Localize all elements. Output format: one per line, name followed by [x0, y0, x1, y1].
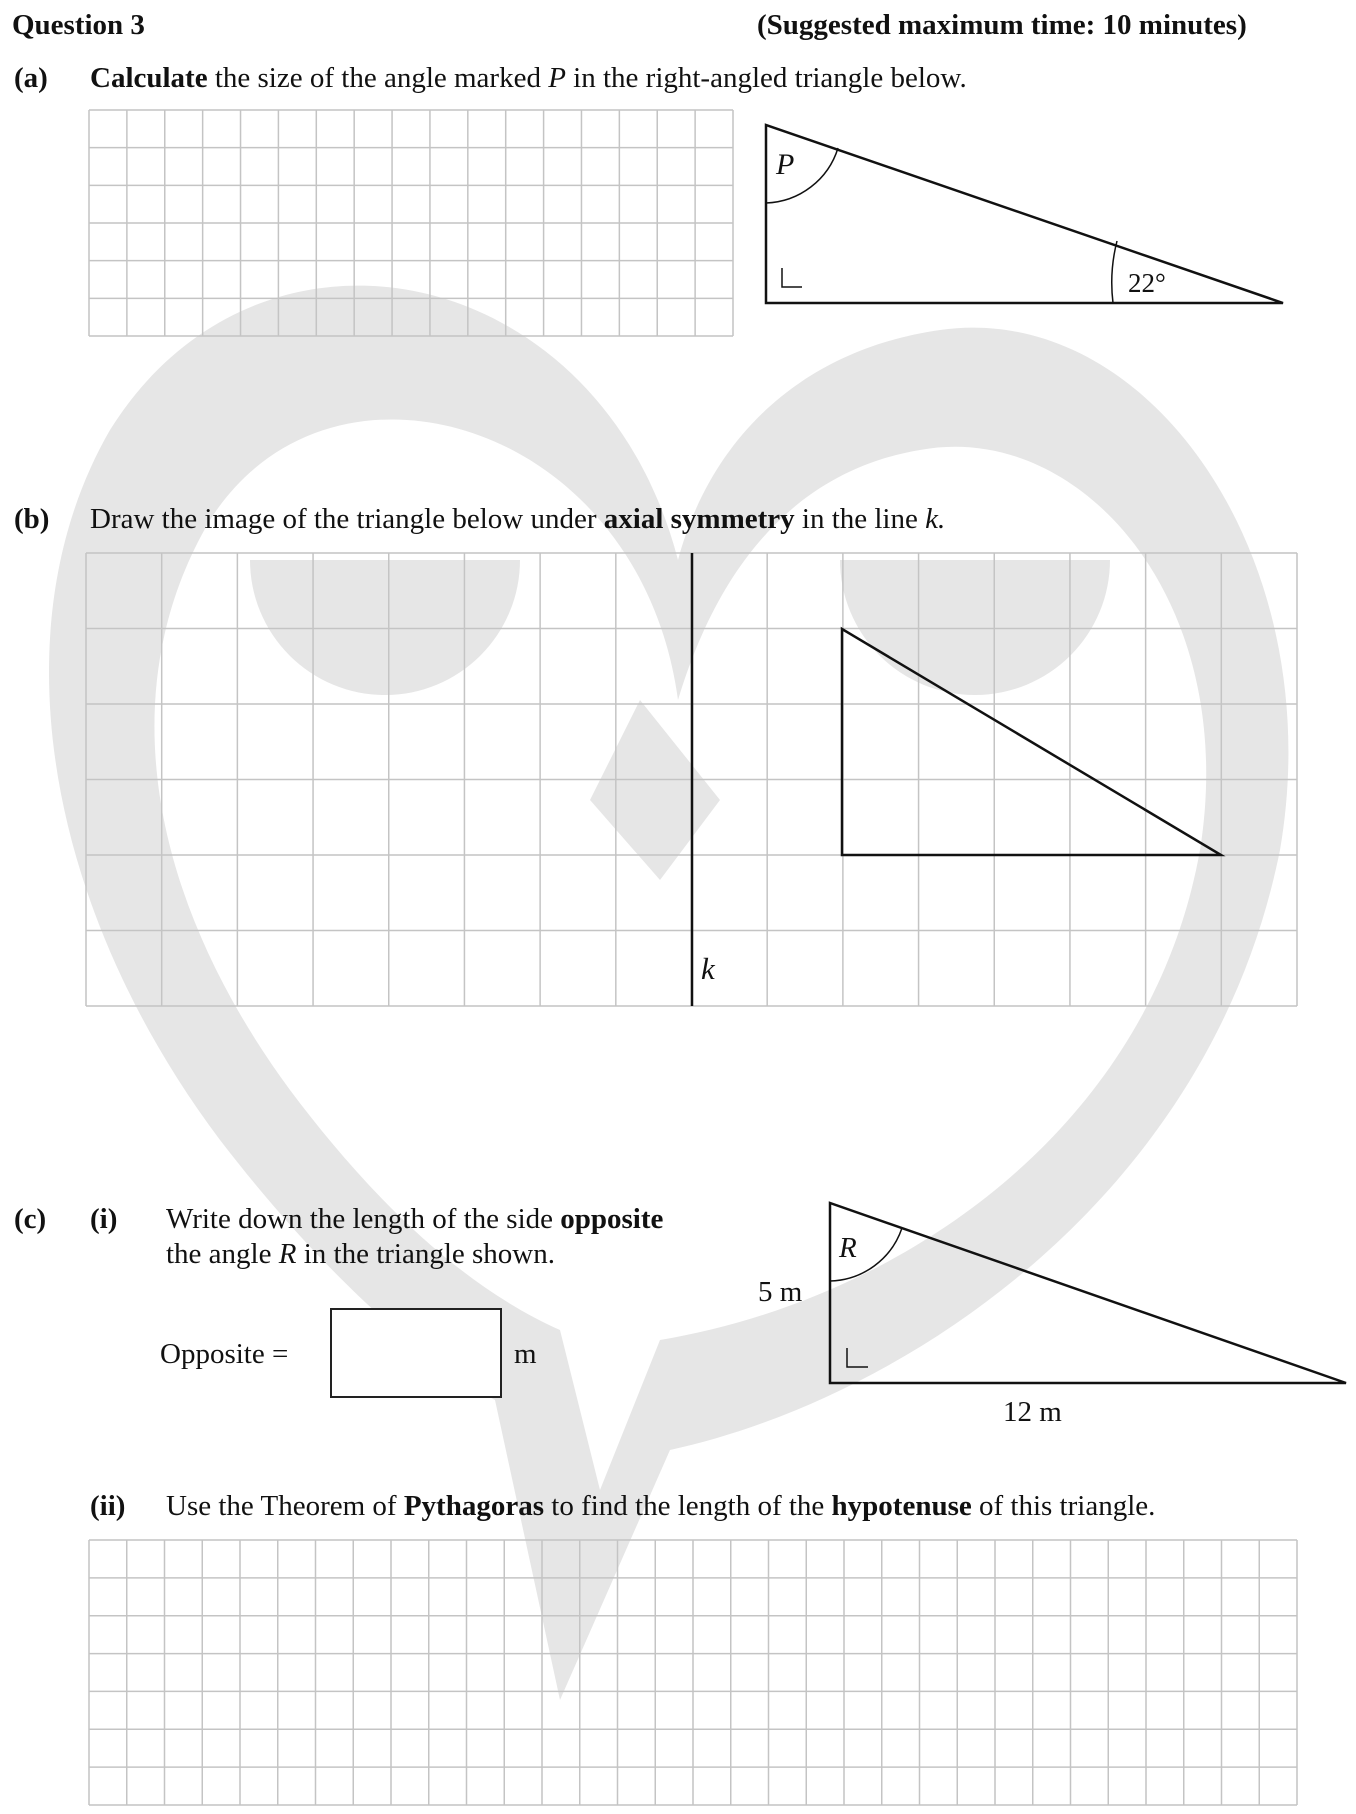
part-c-i-line2: [166, 1237, 555, 1271]
grid-c: [89, 1540, 1297, 1805]
question-title: Question 3: [12, 9, 145, 41]
triangle-a: [766, 125, 1283, 303]
opposite-label: Opposite =: [160, 1338, 289, 1370]
opposite-answer-box[interactable]: [330, 1308, 502, 1398]
part-c-ii-instruction: [166, 1489, 1155, 1523]
part-c-i-bold: opposite: [560, 1203, 664, 1235]
part-a-text2: in the right-angled triangle below.: [573, 62, 967, 94]
part-c-i-label: (i): [90, 1203, 118, 1235]
part-b-label: (b): [14, 503, 50, 535]
side-label-5m: 5 m: [758, 1276, 803, 1308]
part-a-instruction: [90, 61, 967, 95]
part-c-ii-text1: Use the Theorem of: [166, 1490, 397, 1522]
part-c-i-text3: in the triangle shown.: [303, 1238, 555, 1270]
part-c-ii-text3: of this triangle.: [979, 1490, 1156, 1522]
part-c-ii-label: (ii): [90, 1490, 126, 1522]
part-c-i-line1: [166, 1202, 663, 1236]
suggested-time: (Suggested maximum time: 10 minutes): [757, 9, 1247, 41]
part-b-var: k.: [925, 503, 946, 535]
triangle-c: [830, 1203, 1346, 1383]
grid-a: [89, 110, 733, 336]
angle-label-22: 22°: [1128, 268, 1166, 298]
part-c-ii-text2: to find the length of the: [551, 1490, 825, 1522]
part-c-i-text2: the angle: [166, 1238, 272, 1270]
angle-arc-22: [1112, 241, 1117, 303]
angle-label-r: R: [839, 1232, 857, 1264]
angle-label-p: P: [776, 148, 795, 181]
part-c-ii-bold2: hypotenuse: [831, 1490, 972, 1522]
part-a-text1: the size of the angle marked: [214, 62, 541, 94]
part-b-instruction: [90, 502, 945, 536]
part-c-i-var: R: [278, 1238, 297, 1270]
part-a-bold: Calculate: [90, 62, 208, 94]
part-c-i-text1: Write down the length of the side: [166, 1203, 554, 1235]
side-label-12m: 12 m: [1003, 1396, 1062, 1428]
part-b-text2: in the line: [801, 503, 918, 535]
part-c-label: (c): [14, 1203, 47, 1235]
right-angle-mark-a: [782, 268, 802, 287]
part-a-label: (a): [14, 62, 48, 94]
part-b-bold: axial symmetry: [603, 503, 795, 535]
part-b-text1: Draw the image of the triangle below under: [90, 503, 597, 535]
line-k-label: k: [701, 951, 715, 986]
part-c-ii-bold1: Pythagoras: [403, 1490, 545, 1522]
right-angle-mark-c: [847, 1348, 868, 1367]
part-a-var: P: [548, 62, 566, 94]
triangle-b: [842, 629, 1221, 855]
opposite-unit: m: [514, 1338, 537, 1370]
